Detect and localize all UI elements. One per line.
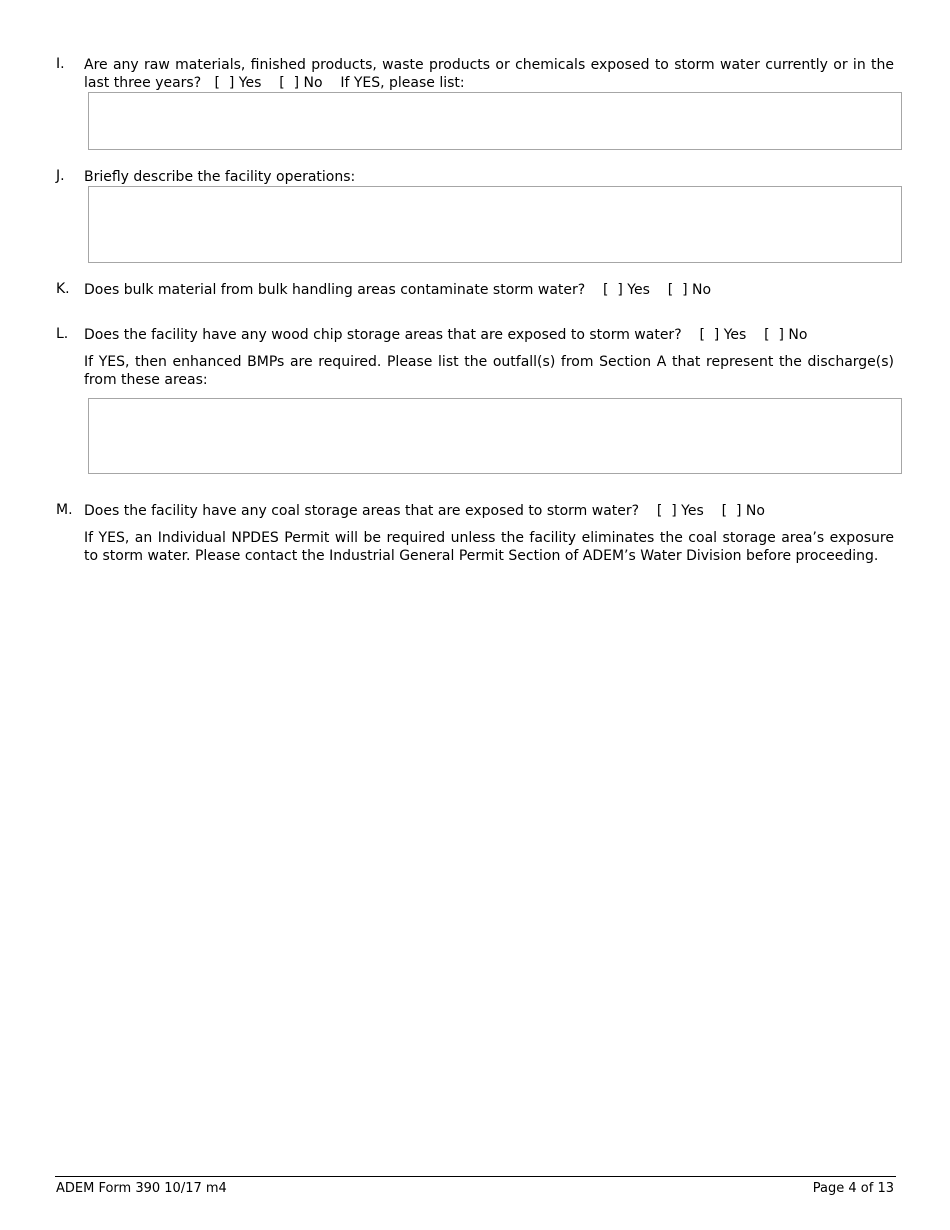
question-j-text: Briefly describe the facility operations:	[84, 169, 356, 185]
raw-materials-list-field[interactable]	[88, 92, 902, 150]
no-checkbox[interactable]: [ ] No	[279, 75, 323, 91]
outfall-list-field[interactable]	[88, 398, 902, 474]
question-text	[84, 502, 894, 520]
question-l-note: If YES, then enhanced BMPs are required. Please list the outfall(s) from Section A that represent the discharge(s) from these areas:	[84, 354, 894, 388]
yes-checkbox[interactable]: [ ] Yes	[656, 503, 704, 519]
question-letter: L.	[56, 326, 69, 342]
facility-operations-field[interactable]	[88, 186, 902, 263]
question-k-text: Does bulk material from bulk handling areas contaminate storm water?	[84, 282, 586, 298]
question-letter: M.	[56, 502, 73, 518]
page-number: Page 4 of 13	[812, 1181, 894, 1196]
question-letter: I.	[56, 56, 65, 72]
question-i-text: Are any raw materials, finished products, waste products or chemicals exposed to storm water currently or in the last three years?	[84, 57, 894, 91]
yes-checkbox[interactable]: [ ] Yes	[214, 75, 262, 91]
footer-divider	[55, 1176, 896, 1177]
question-letter: J.	[56, 168, 65, 184]
question-m-text: Does the facility have any coal storage areas that are exposed to storm water?	[84, 503, 640, 519]
question-text	[84, 281, 894, 299]
question-m-note: If YES, an Individual NPDES Permit will be required unless the facility eliminates the coal storage area’s exposure to storm water. Please contact the Industrial General Permit Section of ADEM’s Water Division before proceeding.	[84, 530, 894, 564]
form-id: ADEM Form 390 10/17 m4	[56, 1181, 227, 1196]
no-checkbox[interactable]: [ ] No	[764, 327, 808, 343]
question-text	[84, 56, 894, 92]
yes-checkbox[interactable]: [ ] Yes	[603, 282, 650, 298]
yes-checkbox[interactable]: [ ] Yes	[699, 327, 747, 343]
question-letter: K.	[56, 281, 70, 297]
no-checkbox[interactable]: [ ] No	[721, 503, 765, 519]
question-l-text: Does the facility have any wood chip storage areas that are exposed to storm water?	[84, 327, 682, 343]
follow-up-prompt: If YES, please list:	[340, 75, 465, 91]
question-text	[84, 326, 894, 344]
no-checkbox[interactable]: [ ] No	[667, 282, 712, 298]
